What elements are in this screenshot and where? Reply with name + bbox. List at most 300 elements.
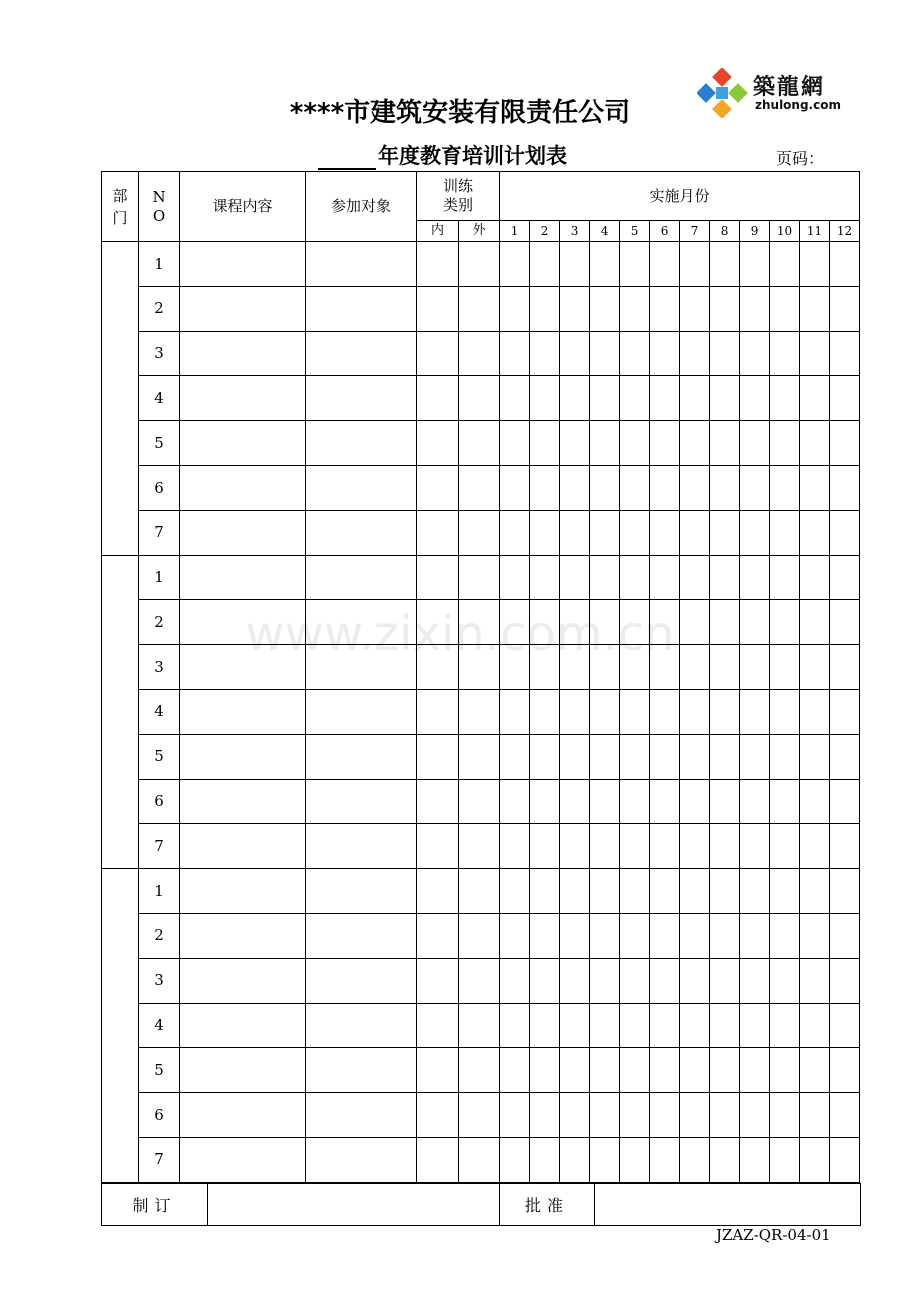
- month-cell-12[interactable]: [830, 331, 860, 376]
- month-cell-11[interactable]: [800, 510, 830, 555]
- month-cell-6[interactable]: [650, 421, 680, 466]
- month-cell-3[interactable]: [560, 555, 590, 600]
- month-cell-9[interactable]: [740, 242, 770, 287]
- external-cell[interactable]: [459, 555, 500, 600]
- month-cell-6[interactable]: [650, 1003, 680, 1048]
- month-cell-5[interactable]: [620, 510, 650, 555]
- month-cell-1[interactable]: [500, 242, 530, 287]
- month-cell-4[interactable]: [590, 1093, 620, 1138]
- month-cell-2[interactable]: [530, 913, 560, 958]
- month-cell-7[interactable]: [680, 331, 710, 376]
- month-cell-3[interactable]: [560, 376, 590, 421]
- month-cell-3[interactable]: [560, 286, 590, 331]
- month-cell-7[interactable]: [680, 958, 710, 1003]
- internal-cell[interactable]: [417, 958, 459, 1003]
- month-cell-4[interactable]: [590, 286, 620, 331]
- course-cell[interactable]: [180, 376, 306, 421]
- month-cell-10[interactable]: [770, 645, 800, 690]
- month-cell-2[interactable]: [530, 331, 560, 376]
- participants-cell[interactable]: [306, 331, 417, 376]
- month-cell-4[interactable]: [590, 600, 620, 645]
- course-cell[interactable]: [180, 824, 306, 869]
- month-cell-5[interactable]: [620, 689, 650, 734]
- month-cell-11[interactable]: [800, 1137, 830, 1182]
- month-cell-8[interactable]: [710, 913, 740, 958]
- participants-cell[interactable]: [306, 555, 417, 600]
- month-cell-12[interactable]: [830, 465, 860, 510]
- month-cell-7[interactable]: [680, 1048, 710, 1093]
- month-cell-7[interactable]: [680, 376, 710, 421]
- month-cell-2[interactable]: [530, 376, 560, 421]
- internal-cell[interactable]: [417, 242, 459, 287]
- month-cell-11[interactable]: [800, 421, 830, 466]
- internal-cell[interactable]: [417, 1003, 459, 1048]
- month-cell-4[interactable]: [590, 779, 620, 824]
- month-cell-1[interactable]: [500, 465, 530, 510]
- course-cell[interactable]: [180, 913, 306, 958]
- month-cell-10[interactable]: [770, 913, 800, 958]
- month-cell-1[interactable]: [500, 286, 530, 331]
- month-cell-7[interactable]: [680, 1093, 710, 1138]
- month-cell-3[interactable]: [560, 465, 590, 510]
- course-cell[interactable]: [180, 242, 306, 287]
- month-cell-10[interactable]: [770, 421, 800, 466]
- month-cell-12[interactable]: [830, 1137, 860, 1182]
- month-cell-3[interactable]: [560, 958, 590, 1003]
- external-cell[interactable]: [459, 465, 500, 510]
- month-cell-1[interactable]: [500, 600, 530, 645]
- month-cell-1[interactable]: [500, 779, 530, 824]
- month-cell-9[interactable]: [740, 600, 770, 645]
- month-cell-11[interactable]: [800, 779, 830, 824]
- month-cell-12[interactable]: [830, 242, 860, 287]
- month-cell-2[interactable]: [530, 779, 560, 824]
- internal-cell[interactable]: [417, 824, 459, 869]
- course-cell[interactable]: [180, 286, 306, 331]
- month-cell-11[interactable]: [800, 331, 830, 376]
- month-cell-5[interactable]: [620, 1093, 650, 1138]
- month-cell-2[interactable]: [530, 465, 560, 510]
- month-cell-4[interactable]: [590, 869, 620, 914]
- month-cell-5[interactable]: [620, 331, 650, 376]
- month-cell-12[interactable]: [830, 824, 860, 869]
- month-cell-10[interactable]: [770, 242, 800, 287]
- month-cell-2[interactable]: [530, 869, 560, 914]
- month-cell-10[interactable]: [770, 286, 800, 331]
- month-cell-5[interactable]: [620, 286, 650, 331]
- month-cell-7[interactable]: [680, 779, 710, 824]
- course-cell[interactable]: [180, 510, 306, 555]
- month-cell-10[interactable]: [770, 824, 800, 869]
- month-cell-8[interactable]: [710, 510, 740, 555]
- month-cell-7[interactable]: [680, 913, 710, 958]
- participants-cell[interactable]: [306, 1137, 417, 1182]
- month-cell-4[interactable]: [590, 645, 620, 690]
- internal-cell[interactable]: [417, 689, 459, 734]
- month-cell-6[interactable]: [650, 779, 680, 824]
- month-cell-11[interactable]: [800, 555, 830, 600]
- dept-cell-2[interactable]: [102, 555, 139, 869]
- external-cell[interactable]: [459, 824, 500, 869]
- month-cell-10[interactable]: [770, 376, 800, 421]
- month-cell-6[interactable]: [650, 555, 680, 600]
- month-cell-4[interactable]: [590, 421, 620, 466]
- month-cell-1[interactable]: [500, 824, 530, 869]
- month-cell-3[interactable]: [560, 734, 590, 779]
- month-cell-7[interactable]: [680, 1003, 710, 1048]
- internal-cell[interactable]: [417, 734, 459, 779]
- month-cell-7[interactable]: [680, 600, 710, 645]
- month-cell-12[interactable]: [830, 376, 860, 421]
- participants-cell[interactable]: [306, 779, 417, 824]
- external-cell[interactable]: [459, 1093, 500, 1138]
- month-cell-2[interactable]: [530, 286, 560, 331]
- month-cell-5[interactable]: [620, 1048, 650, 1093]
- month-cell-3[interactable]: [560, 1003, 590, 1048]
- month-cell-3[interactable]: [560, 824, 590, 869]
- month-cell-7[interactable]: [680, 689, 710, 734]
- month-cell-7[interactable]: [680, 510, 710, 555]
- month-cell-1[interactable]: [500, 1003, 530, 1048]
- participants-cell[interactable]: [306, 689, 417, 734]
- month-cell-2[interactable]: [530, 645, 560, 690]
- internal-cell[interactable]: [417, 510, 459, 555]
- participants-cell[interactable]: [306, 1093, 417, 1138]
- prepared-field[interactable]: [208, 1184, 500, 1226]
- month-cell-7[interactable]: [680, 465, 710, 510]
- month-cell-9[interactable]: [740, 421, 770, 466]
- month-cell-6[interactable]: [650, 913, 680, 958]
- course-cell[interactable]: [180, 1093, 306, 1138]
- month-cell-11[interactable]: [800, 689, 830, 734]
- month-cell-5[interactable]: [620, 242, 650, 287]
- participants-cell[interactable]: [306, 1003, 417, 1048]
- month-cell-4[interactable]: [590, 1137, 620, 1182]
- month-cell-7[interactable]: [680, 555, 710, 600]
- month-cell-3[interactable]: [560, 779, 590, 824]
- month-cell-6[interactable]: [650, 1137, 680, 1182]
- month-cell-5[interactable]: [620, 913, 650, 958]
- participants-cell[interactable]: [306, 286, 417, 331]
- month-cell-9[interactable]: [740, 645, 770, 690]
- month-cell-9[interactable]: [740, 1137, 770, 1182]
- internal-cell[interactable]: [417, 421, 459, 466]
- month-cell-3[interactable]: [560, 689, 590, 734]
- month-cell-4[interactable]: [590, 555, 620, 600]
- approved-field[interactable]: [595, 1184, 861, 1226]
- month-cell-6[interactable]: [650, 600, 680, 645]
- month-cell-11[interactable]: [800, 1048, 830, 1093]
- month-cell-12[interactable]: [830, 779, 860, 824]
- month-cell-10[interactable]: [770, 600, 800, 645]
- month-cell-6[interactable]: [650, 958, 680, 1003]
- month-cell-4[interactable]: [590, 331, 620, 376]
- month-cell-4[interactable]: [590, 1048, 620, 1093]
- month-cell-2[interactable]: [530, 242, 560, 287]
- month-cell-3[interactable]: [560, 869, 590, 914]
- course-cell[interactable]: [180, 734, 306, 779]
- internal-cell[interactable]: [417, 913, 459, 958]
- month-cell-8[interactable]: [710, 331, 740, 376]
- participants-cell[interactable]: [306, 600, 417, 645]
- internal-cell[interactable]: [417, 1093, 459, 1138]
- month-cell-12[interactable]: [830, 510, 860, 555]
- month-cell-9[interactable]: [740, 869, 770, 914]
- month-cell-2[interactable]: [530, 1137, 560, 1182]
- month-cell-2[interactable]: [530, 600, 560, 645]
- course-cell[interactable]: [180, 555, 306, 600]
- internal-cell[interactable]: [417, 779, 459, 824]
- month-cell-11[interactable]: [800, 242, 830, 287]
- month-cell-6[interactable]: [650, 689, 680, 734]
- month-cell-8[interactable]: [710, 869, 740, 914]
- month-cell-8[interactable]: [710, 465, 740, 510]
- month-cell-11[interactable]: [800, 1093, 830, 1138]
- month-cell-9[interactable]: [740, 465, 770, 510]
- month-cell-10[interactable]: [770, 779, 800, 824]
- month-cell-5[interactable]: [620, 1003, 650, 1048]
- month-cell-10[interactable]: [770, 1003, 800, 1048]
- month-cell-7[interactable]: [680, 869, 710, 914]
- month-cell-8[interactable]: [710, 242, 740, 287]
- month-cell-4[interactable]: [590, 734, 620, 779]
- month-cell-8[interactable]: [710, 421, 740, 466]
- month-cell-8[interactable]: [710, 779, 740, 824]
- month-cell-2[interactable]: [530, 1093, 560, 1138]
- external-cell[interactable]: [459, 376, 500, 421]
- month-cell-5[interactable]: [620, 824, 650, 869]
- month-cell-2[interactable]: [530, 689, 560, 734]
- participants-cell[interactable]: [306, 465, 417, 510]
- month-cell-3[interactable]: [560, 1137, 590, 1182]
- month-cell-10[interactable]: [770, 689, 800, 734]
- month-cell-1[interactable]: [500, 331, 530, 376]
- month-cell-12[interactable]: [830, 1003, 860, 1048]
- participants-cell[interactable]: [306, 913, 417, 958]
- month-cell-8[interactable]: [710, 376, 740, 421]
- month-cell-10[interactable]: [770, 734, 800, 779]
- month-cell-10[interactable]: [770, 555, 800, 600]
- course-cell[interactable]: [180, 869, 306, 914]
- month-cell-5[interactable]: [620, 734, 650, 779]
- month-cell-7[interactable]: [680, 645, 710, 690]
- internal-cell[interactable]: [417, 600, 459, 645]
- dept-cell-3[interactable]: [102, 869, 139, 1183]
- external-cell[interactable]: [459, 645, 500, 690]
- course-cell[interactable]: [180, 779, 306, 824]
- external-cell[interactable]: [459, 913, 500, 958]
- month-cell-9[interactable]: [740, 331, 770, 376]
- external-cell[interactable]: [459, 958, 500, 1003]
- month-cell-5[interactable]: [620, 376, 650, 421]
- month-cell-7[interactable]: [680, 286, 710, 331]
- month-cell-12[interactable]: [830, 286, 860, 331]
- internal-cell[interactable]: [417, 645, 459, 690]
- month-cell-5[interactable]: [620, 869, 650, 914]
- external-cell[interactable]: [459, 510, 500, 555]
- month-cell-1[interactable]: [500, 421, 530, 466]
- month-cell-5[interactable]: [620, 645, 650, 690]
- month-cell-9[interactable]: [740, 286, 770, 331]
- month-cell-1[interactable]: [500, 689, 530, 734]
- participants-cell[interactable]: [306, 824, 417, 869]
- month-cell-2[interactable]: [530, 734, 560, 779]
- month-cell-8[interactable]: [710, 600, 740, 645]
- month-cell-2[interactable]: [530, 824, 560, 869]
- month-cell-8[interactable]: [710, 958, 740, 1003]
- month-cell-6[interactable]: [650, 734, 680, 779]
- month-cell-6[interactable]: [650, 242, 680, 287]
- month-cell-12[interactable]: [830, 645, 860, 690]
- course-cell[interactable]: [180, 645, 306, 690]
- month-cell-8[interactable]: [710, 824, 740, 869]
- month-cell-11[interactable]: [800, 465, 830, 510]
- month-cell-6[interactable]: [650, 1048, 680, 1093]
- month-cell-8[interactable]: [710, 1003, 740, 1048]
- month-cell-7[interactable]: [680, 824, 710, 869]
- internal-cell[interactable]: [417, 376, 459, 421]
- course-cell[interactable]: [180, 958, 306, 1003]
- month-cell-11[interactable]: [800, 958, 830, 1003]
- month-cell-4[interactable]: [590, 510, 620, 555]
- month-cell-11[interactable]: [800, 376, 830, 421]
- course-cell[interactable]: [180, 421, 306, 466]
- month-cell-10[interactable]: [770, 1093, 800, 1138]
- month-cell-6[interactable]: [650, 465, 680, 510]
- month-cell-6[interactable]: [650, 376, 680, 421]
- month-cell-12[interactable]: [830, 689, 860, 734]
- month-cell-12[interactable]: [830, 1093, 860, 1138]
- month-cell-6[interactable]: [650, 510, 680, 555]
- month-cell-9[interactable]: [740, 913, 770, 958]
- month-cell-6[interactable]: [650, 1093, 680, 1138]
- external-cell[interactable]: [459, 1048, 500, 1093]
- external-cell[interactable]: [459, 869, 500, 914]
- month-cell-11[interactable]: [800, 824, 830, 869]
- month-cell-3[interactable]: [560, 510, 590, 555]
- month-cell-9[interactable]: [740, 1003, 770, 1048]
- month-cell-8[interactable]: [710, 1093, 740, 1138]
- month-cell-3[interactable]: [560, 421, 590, 466]
- month-cell-1[interactable]: [500, 645, 530, 690]
- month-cell-7[interactable]: [680, 421, 710, 466]
- month-cell-8[interactable]: [710, 286, 740, 331]
- month-cell-9[interactable]: [740, 689, 770, 734]
- course-cell[interactable]: [180, 600, 306, 645]
- month-cell-5[interactable]: [620, 779, 650, 824]
- participants-cell[interactable]: [306, 376, 417, 421]
- month-cell-11[interactable]: [800, 286, 830, 331]
- month-cell-5[interactable]: [620, 958, 650, 1003]
- month-cell-6[interactable]: [650, 869, 680, 914]
- month-cell-3[interactable]: [560, 645, 590, 690]
- month-cell-11[interactable]: [800, 1003, 830, 1048]
- month-cell-4[interactable]: [590, 242, 620, 287]
- month-cell-9[interactable]: [740, 1093, 770, 1138]
- month-cell-6[interactable]: [650, 824, 680, 869]
- internal-cell[interactable]: [417, 331, 459, 376]
- month-cell-9[interactable]: [740, 779, 770, 824]
- course-cell[interactable]: [180, 689, 306, 734]
- external-cell[interactable]: [459, 421, 500, 466]
- month-cell-4[interactable]: [590, 1003, 620, 1048]
- month-cell-12[interactable]: [830, 421, 860, 466]
- external-cell[interactable]: [459, 689, 500, 734]
- external-cell[interactable]: [459, 1137, 500, 1182]
- month-cell-10[interactable]: [770, 465, 800, 510]
- month-cell-5[interactable]: [620, 1137, 650, 1182]
- month-cell-1[interactable]: [500, 555, 530, 600]
- participants-cell[interactable]: [306, 958, 417, 1003]
- month-cell-1[interactable]: [500, 734, 530, 779]
- month-cell-1[interactable]: [500, 510, 530, 555]
- external-cell[interactable]: [459, 1003, 500, 1048]
- participants-cell[interactable]: [306, 1048, 417, 1093]
- course-cell[interactable]: [180, 1003, 306, 1048]
- internal-cell[interactable]: [417, 286, 459, 331]
- month-cell-6[interactable]: [650, 286, 680, 331]
- month-cell-10[interactable]: [770, 958, 800, 1003]
- month-cell-1[interactable]: [500, 913, 530, 958]
- course-cell[interactable]: [180, 331, 306, 376]
- participants-cell[interactable]: [306, 242, 417, 287]
- month-cell-3[interactable]: [560, 913, 590, 958]
- month-cell-10[interactable]: [770, 1137, 800, 1182]
- external-cell[interactable]: [459, 600, 500, 645]
- dept-cell-1[interactable]: [102, 242, 139, 556]
- month-cell-8[interactable]: [710, 734, 740, 779]
- month-cell-1[interactable]: [500, 1048, 530, 1093]
- month-cell-2[interactable]: [530, 958, 560, 1003]
- internal-cell[interactable]: [417, 1048, 459, 1093]
- month-cell-3[interactable]: [560, 331, 590, 376]
- month-cell-2[interactable]: [530, 421, 560, 466]
- internal-cell[interactable]: [417, 1137, 459, 1182]
- month-cell-1[interactable]: [500, 1093, 530, 1138]
- internal-cell[interactable]: [417, 465, 459, 510]
- participants-cell[interactable]: [306, 869, 417, 914]
- month-cell-12[interactable]: [830, 734, 860, 779]
- month-cell-11[interactable]: [800, 913, 830, 958]
- internal-cell[interactable]: [417, 869, 459, 914]
- month-cell-4[interactable]: [590, 824, 620, 869]
- month-cell-2[interactable]: [530, 510, 560, 555]
- month-cell-4[interactable]: [590, 913, 620, 958]
- month-cell-1[interactable]: [500, 958, 530, 1003]
- month-cell-2[interactable]: [530, 555, 560, 600]
- month-cell-8[interactable]: [710, 555, 740, 600]
- month-cell-10[interactable]: [770, 1048, 800, 1093]
- month-cell-8[interactable]: [710, 1137, 740, 1182]
- external-cell[interactable]: [459, 779, 500, 824]
- month-cell-1[interactable]: [500, 1137, 530, 1182]
- participants-cell[interactable]: [306, 421, 417, 466]
- month-cell-11[interactable]: [800, 645, 830, 690]
- month-cell-8[interactable]: [710, 1048, 740, 1093]
- course-cell[interactable]: [180, 1137, 306, 1182]
- participants-cell[interactable]: [306, 734, 417, 779]
- month-cell-2[interactable]: [530, 1048, 560, 1093]
- month-cell-5[interactable]: [620, 465, 650, 510]
- month-cell-5[interactable]: [620, 421, 650, 466]
- month-cell-12[interactable]: [830, 600, 860, 645]
- month-cell-9[interactable]: [740, 376, 770, 421]
- month-cell-10[interactable]: [770, 331, 800, 376]
- month-cell-7[interactable]: [680, 1137, 710, 1182]
- month-cell-4[interactable]: [590, 465, 620, 510]
- month-cell-1[interactable]: [500, 376, 530, 421]
- month-cell-4[interactable]: [590, 376, 620, 421]
